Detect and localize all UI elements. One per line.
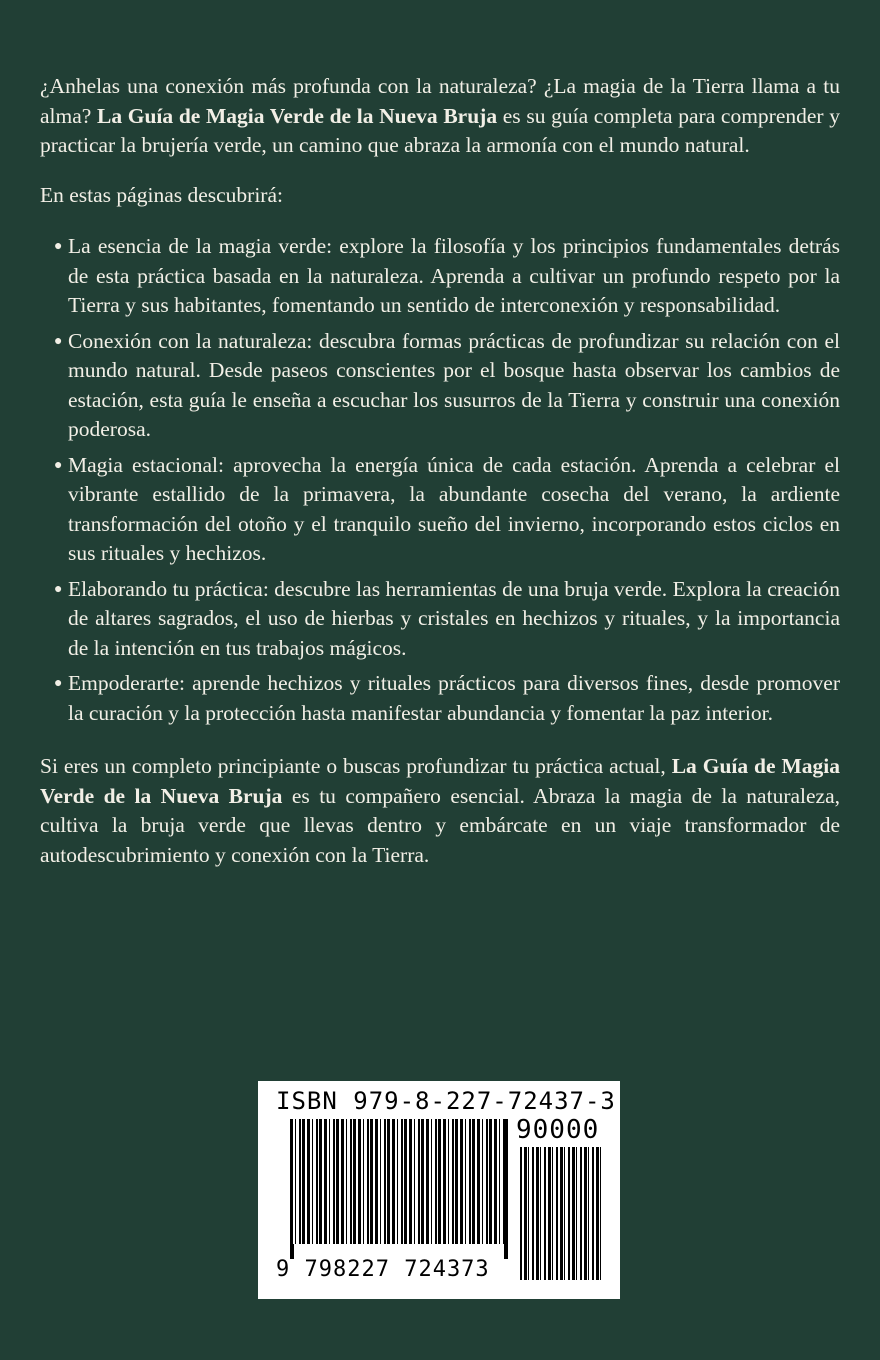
- list-item: [40, 327, 840, 445]
- isbn-number: ISBN 979-8-227-72437-3: [276, 1087, 616, 1115]
- outro-text-1: Si eres un completo principiante o buscas profundizar tu práctica actual,: [40, 754, 672, 778]
- price-addon-code: 90000: [516, 1115, 600, 1145]
- back-cover-text: [40, 72, 840, 870]
- outro-paragraph: [40, 752, 840, 870]
- bullet-icon: ●: [54, 581, 63, 597]
- lead-line: En estas páginas descubrirá:: [40, 182, 283, 207]
- barcode-bars-icon: [290, 1119, 508, 1244]
- list-item: [40, 669, 840, 728]
- ean-digits: 9 798227 724373: [276, 1257, 490, 1282]
- feature-list: [40, 232, 840, 728]
- book-title-outro: La Guía de Magia Verde de la Nueva Bruja: [40, 754, 840, 808]
- bullet-icon: ●: [54, 239, 63, 254]
- list-item: [40, 451, 840, 569]
- list-item: [40, 232, 840, 321]
- bullet-icon: ●: [54, 676, 63, 691]
- list-item: [40, 575, 840, 664]
- list-item-text: Magia estacional: aprovecha la energía única de cada estación. Aprenda a celebrar el vibrante estallido de la primavera, la abundante cosecha del verano, la ardiente transformación del otoño y el tranquilo sueño del invierno, incorporando estos ciclos en sus rituales y hechizos.: [68, 452, 840, 565]
- list-item-text: Conexión con la naturaleza: descubra formas prácticas de profundizar su relación con el mundo natural. Desde paseos conscientes por el bosque hasta observar los cambios de estación, esta guía le enseña a escuchar los susurros de la Tierra y construir una conexión poderosa.: [68, 328, 840, 441]
- book-title-intro: La Guía de Magia Verde de la Nueva Bruja: [97, 103, 498, 128]
- barcode-guard-bar: [504, 1119, 508, 1259]
- intro-text-2: es su guía completa para comprender y practicar la brujería verde, un camino que abraza la armonía con el mundo natural.: [40, 103, 841, 157]
- list-item-text: Elaborando tu práctica: descubre las herramientas de una bruja verde. Explora la creación de altares sagrados, el uso de hierbas y cristales en hechizos y rituales, y la importancia de la intención en tus trabajos mágicos.: [68, 576, 840, 660]
- isbn-barcode: [258, 1081, 620, 1299]
- list-item-text: Empoderarte: aprende hechizos y rituales prácticos para diversos fines, desde promover la curación y la protección hasta manifestar abundancia y fomentar la paz interior.: [68, 671, 840, 725]
- list-item-text: La esencia de la magia verde: explore la filosofía y los principios fundamentales detrás de esta práctica basada en la naturaleza. Aprenda a cultivar un profundo respeto por la Tierra y sus habitantes, fomentando un sentido de interconexión y responsabilidad.: [68, 234, 840, 317]
- bullet-icon: ●: [54, 457, 63, 473]
- bullet-icon: ●: [54, 333, 63, 349]
- intro-text-1: ¿Anhelas una conexión más profunda con la naturaleza? ¿La magia de la Tierra llama a tu alma?: [40, 74, 840, 128]
- outro-text-2: es tu compañero esencial. Abraza la magia de la naturaleza, cultiva la bruja verde que llevas dentro y embárcate en un viaje transformador de autodescubrimiento y conexión con la Tierra.: [40, 783, 840, 867]
- intro-paragraph: [40, 72, 840, 161]
- addon-bars-icon: [520, 1147, 602, 1280]
